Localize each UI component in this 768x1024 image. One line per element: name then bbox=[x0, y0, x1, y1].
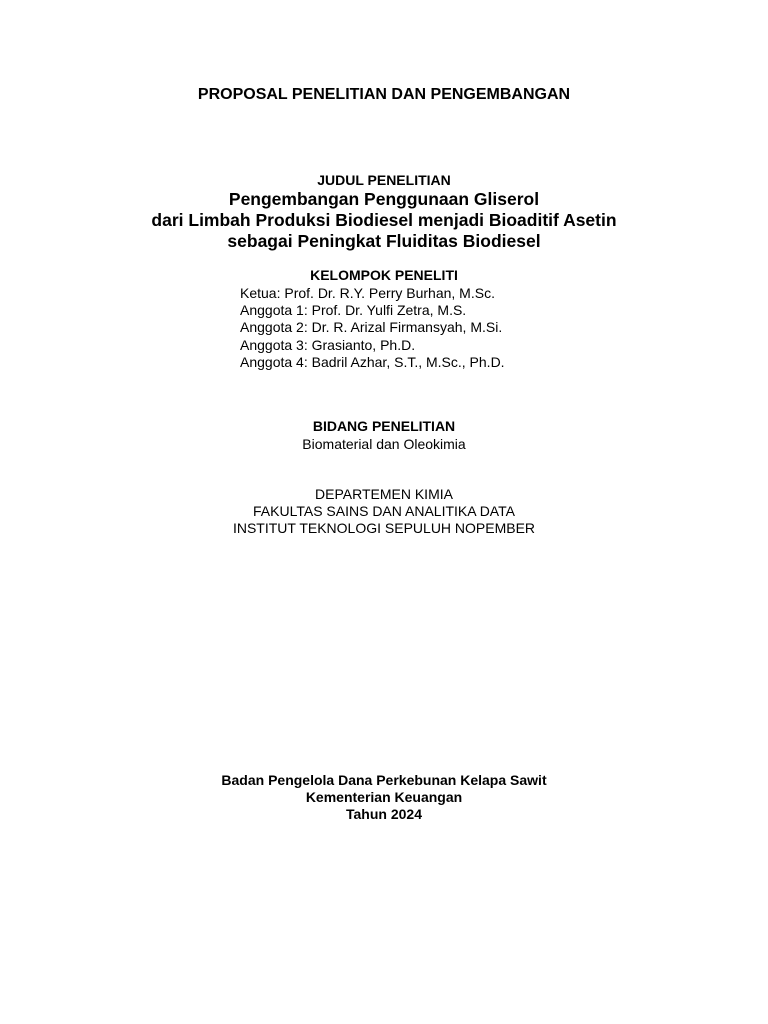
member-anggota-2: Anggota 2: Dr. R. Arizal Firmansyah, M.Si. bbox=[240, 319, 503, 336]
bidang-value: Biomaterial dan Oleokimia bbox=[302, 436, 466, 452]
kelompok-heading: KELOMPOK PENELITI bbox=[310, 267, 458, 283]
institution-line: FAKULTAS SAINS DAN ANALITIKA DATA bbox=[253, 503, 515, 519]
institution-line: DEPARTEMEN KIMIA bbox=[315, 486, 453, 502]
funder-line: Badan Pengelola Dana Perkebunan Kelapa Sawit bbox=[221, 772, 547, 788]
member-anggota-1: Anggota 1: Prof. Dr. Yulfi Zetra, M.S. bbox=[240, 302, 467, 319]
judul-heading: JUDUL PENELITIAN bbox=[317, 172, 451, 188]
member-anggota-3: Anggota 3: Grasianto, Ph.D. bbox=[240, 336, 416, 353]
institution-line: INSTITUT TEKNOLOGI SEPULUH NOPEMBER bbox=[232, 520, 536, 536]
member-anggota-4: Anggota 4: Badril Azhar, S.T., M.Sc., Ph.D. bbox=[240, 353, 505, 370]
funder-line: Kementerian Keuangan bbox=[305, 789, 463, 805]
member-ketua: Ketua: Prof. Dr. R.Y. Perry Burhan, M.Sc. bbox=[240, 285, 495, 301]
bidang-heading: BIDANG PENELITIAN bbox=[312, 418, 456, 434]
funder-line: Tahun 2024 bbox=[346, 806, 422, 822]
research-title-line: Pengembangan Penggunaan Gliserol bbox=[228, 189, 540, 209]
research-title-line: sebagai Peningkat Fluiditas Biodiesel bbox=[227, 231, 541, 251]
member-list bbox=[240, 285, 505, 371]
document-title: PROPOSAL PENELITIAN DAN PENGEMBANGAN bbox=[197, 86, 571, 103]
research-title-line: dari Limbah Produksi Biodiesel menjadi Bioaditif Asetin bbox=[151, 210, 617, 230]
